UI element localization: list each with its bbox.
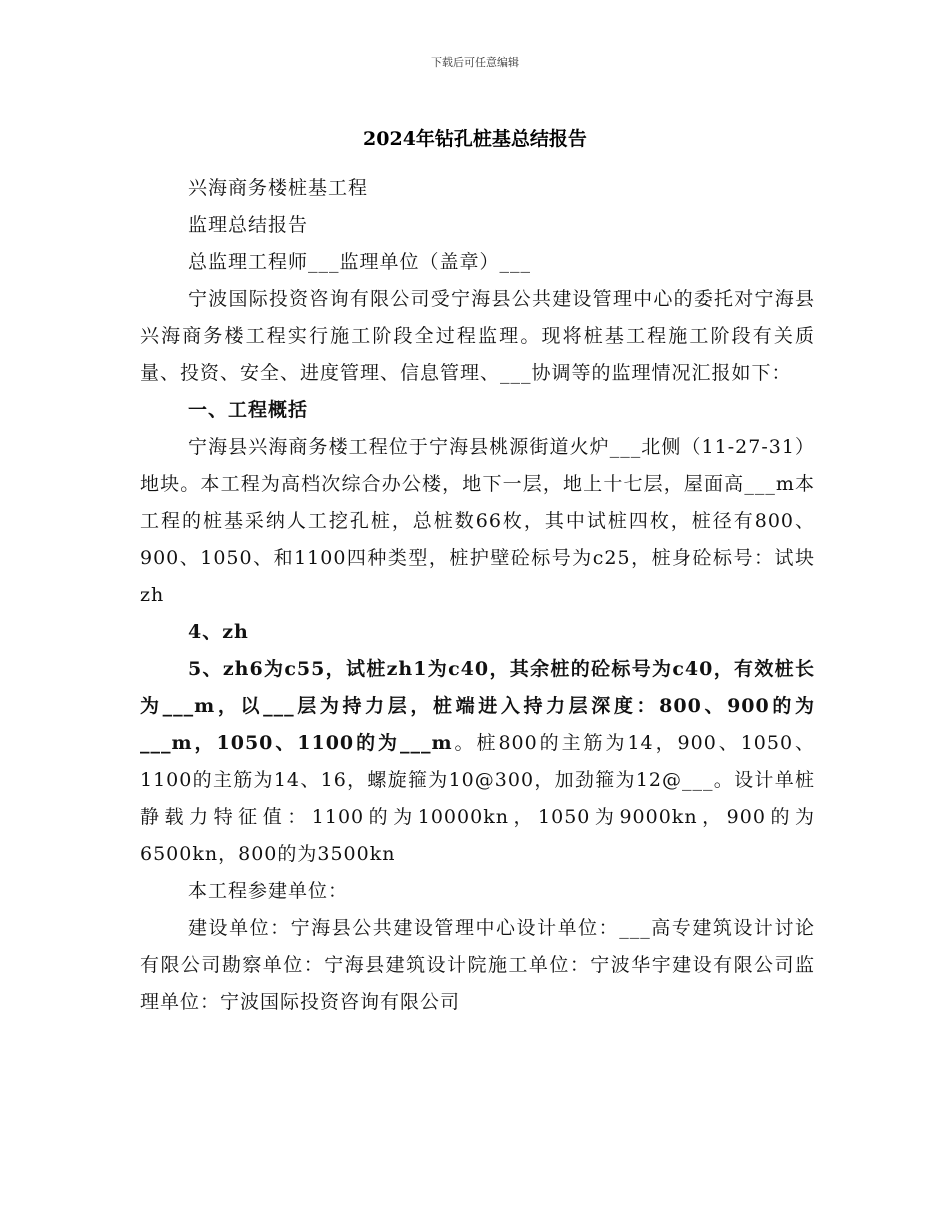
report-type: 监理总结报告 [188, 214, 309, 236]
participants-paragraph: 建设单位：宁海县公共建设管理中心设计单位：___高专建筑设计讨论有限公司勘察单位：宁海县建筑设计院施工单位：宁波华宇建设有限公司监理单位：宁波国际投资咨询有限公司 [140, 917, 815, 1013]
item-5-bold: 5、zh6为c55，试桩zh1为c40，其余桩的砼标号为c40，有效桩长为___m，以___层为持力层，桩端进入持力层深度：800、900的为___m，1050、1100的为___m [140, 658, 815, 754]
document-title: 2024年钻孔桩基总结报告 [363, 128, 587, 150]
participants-heading: 本工程参建单位： [188, 880, 349, 902]
signature-line: 总监理工程师___监理单位（盖章）___ [188, 251, 532, 273]
project-name: 兴海商务楼桩基工程 [188, 177, 369, 199]
header-note: 下载后可任意编辑 [431, 56, 519, 69]
overview-paragraph: 宁海县兴海商务楼工程位于宁海县桃源街道火炉___北侧（11-27-31）地块。本工程为高档次综合办公楼，地下一层，地上十七层，屋面高___m本工程的桩基采纳人工挖孔桩，总桩数66枚，其中试桩四枚，桩径有800、900、1050、和1100四种类型，桩护壁砼标号为c25，桩身砼标号：试块zh [140, 436, 815, 606]
item-4: 4、zh [188, 621, 249, 643]
intro-paragraph: 宁波国际投资咨询有限公司受宁海县公共建设管理中心的委托对宁海县兴海商务楼工程实行施工阶段全过程监理。现将桩基工程施工阶段有关质量、投资、安全、进度管理、信息管理、___协调等的监理情况汇报如下： [140, 288, 815, 384]
item-5 [140, 651, 815, 873]
document-body [140, 170, 815, 1021]
section-heading-overview: 一、工程概括 [188, 399, 309, 421]
item-5-rest: 。桩800的主筋为14，900、1050、1100的主筋为14、16，螺旋箍为10@300，加劲箍为12@___。设计单桩静载力特征值：1100的为10000kn，1050为9000kn，900的为6500kn，800的为3500kn [140, 732, 815, 865]
